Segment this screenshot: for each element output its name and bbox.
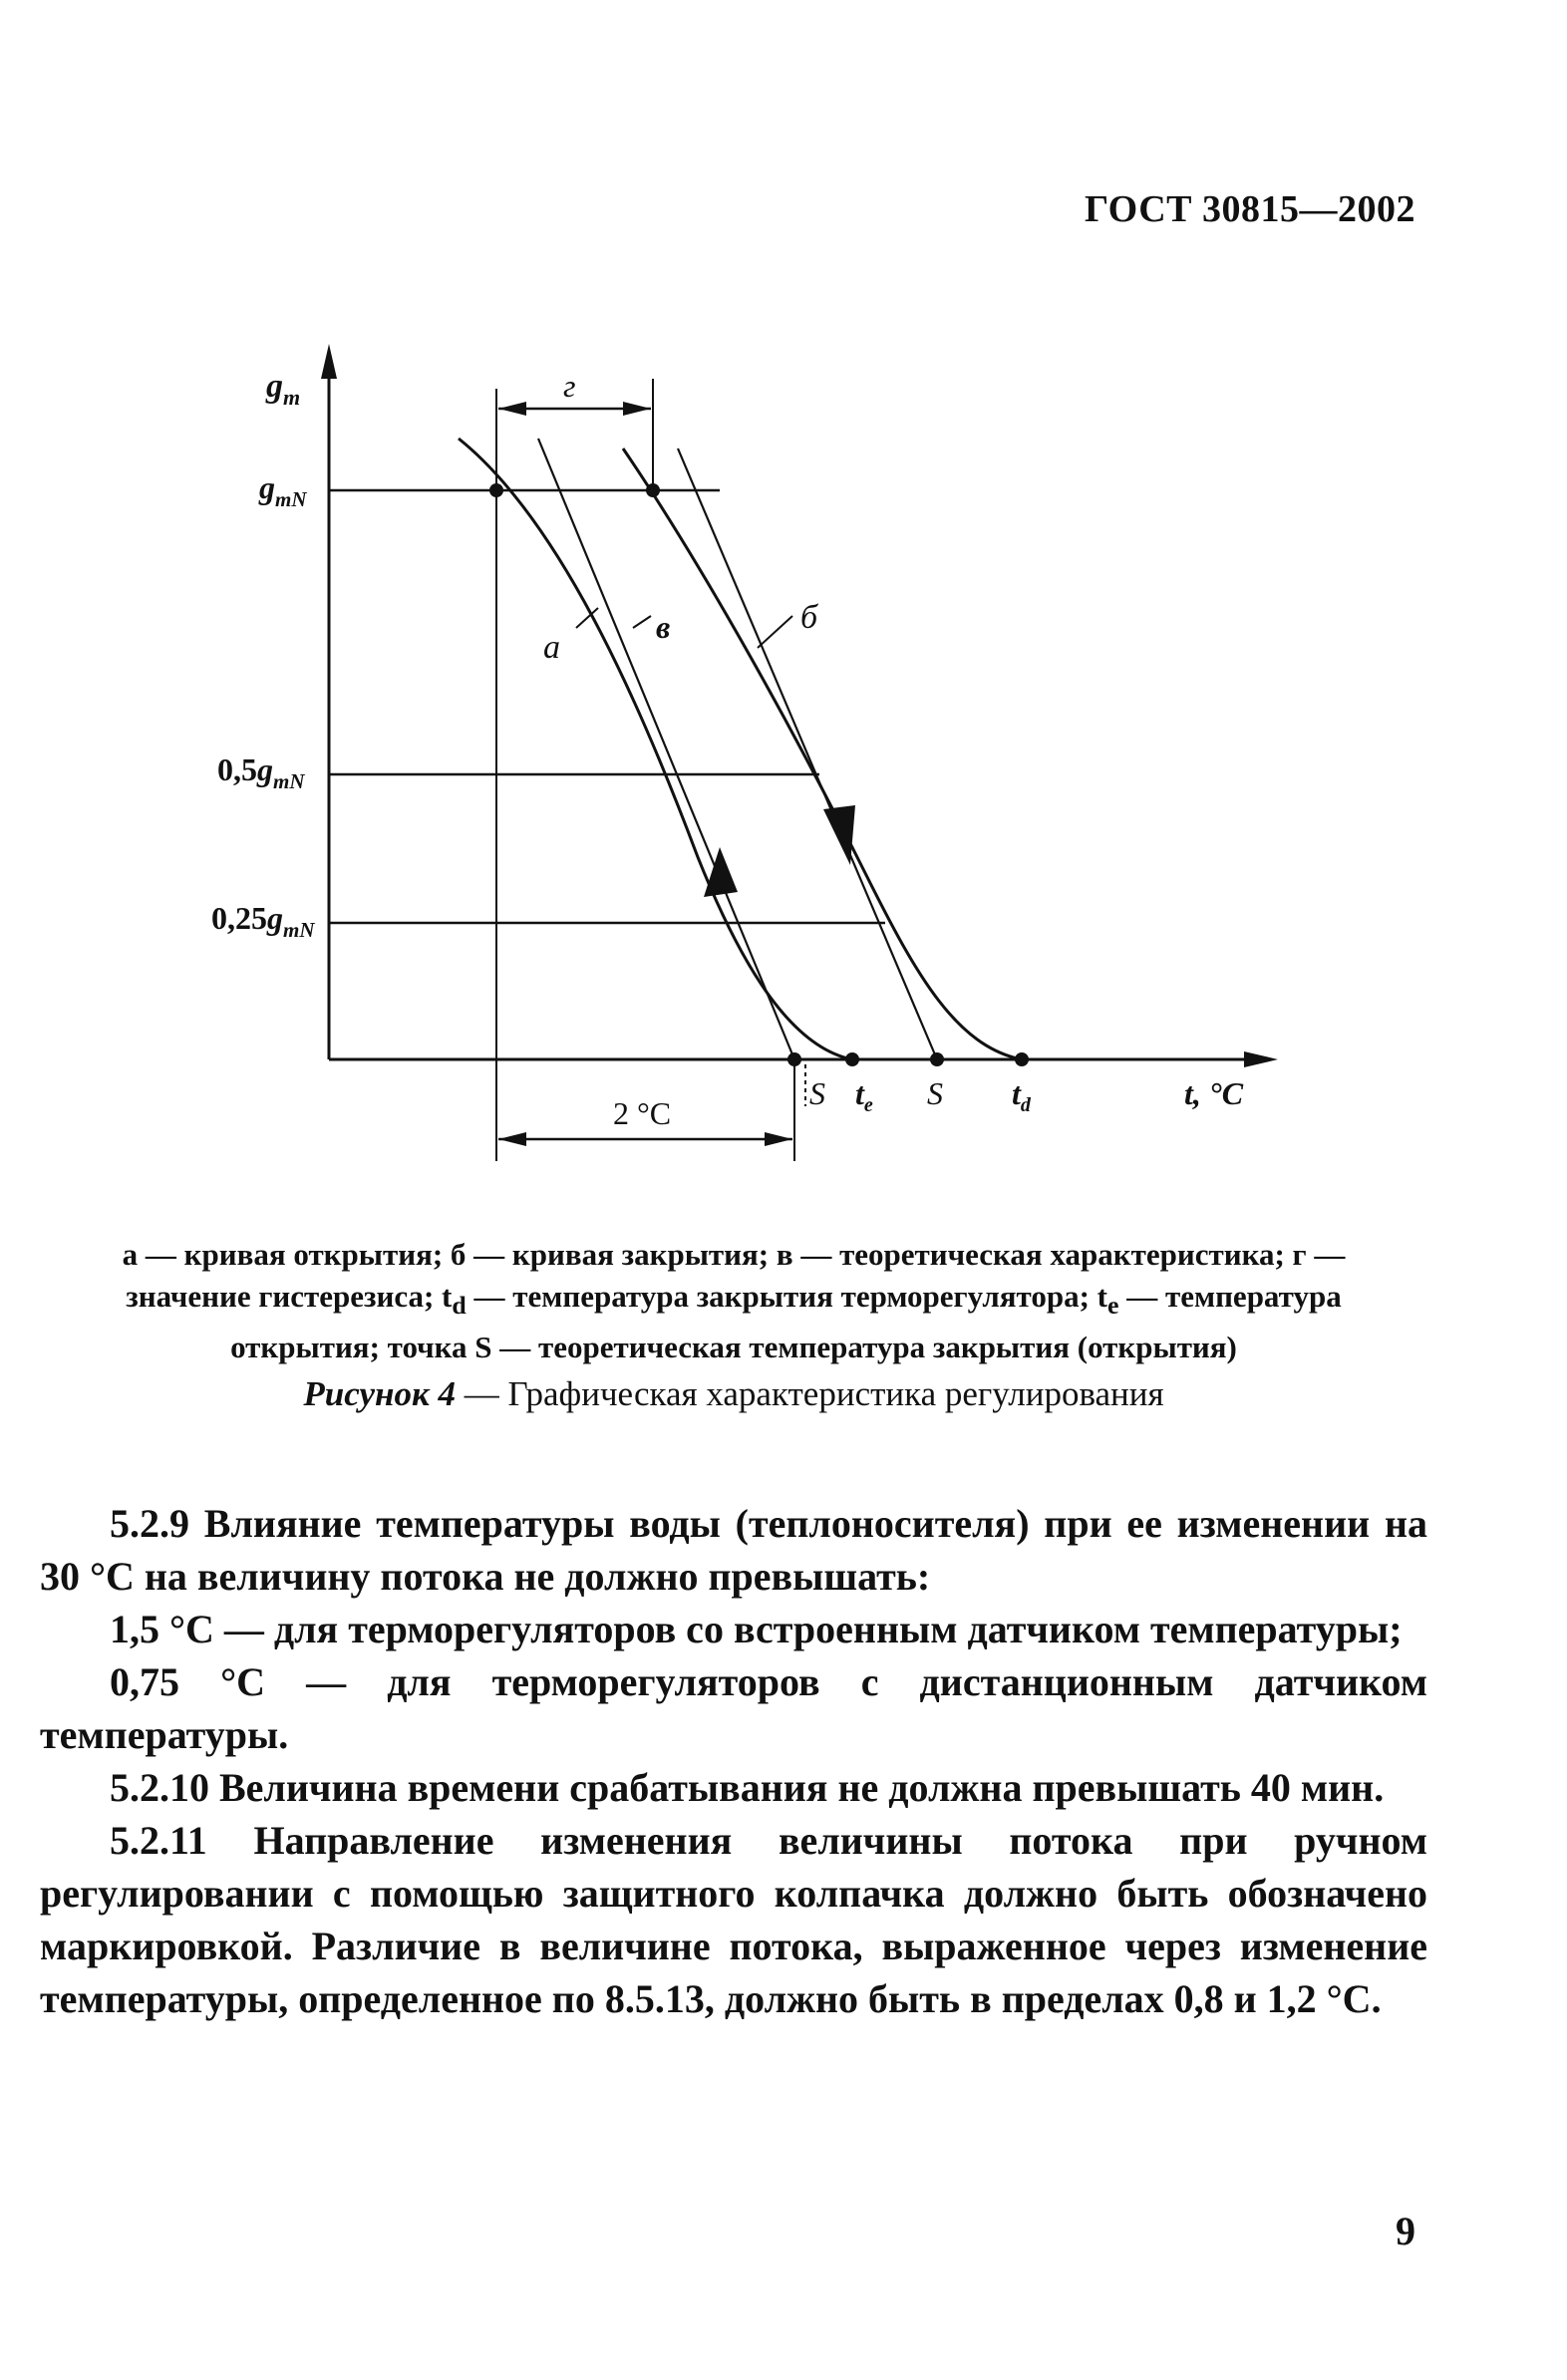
theoretical-line-left bbox=[538, 439, 794, 1059]
legend-line-3: открытия; точка S — теоретическая температура закрытия (открытия) bbox=[230, 1330, 1237, 1365]
curve-label-v: в bbox=[656, 609, 671, 645]
tick-label-half: $0,5g_{mN}$ bbox=[217, 751, 305, 793]
body-text bbox=[40, 1497, 1427, 2025]
x-label-td: $t_d$ bbox=[1012, 1075, 1031, 1116]
point-s-left bbox=[787, 1052, 801, 1066]
legend-line-1: а — кривая открытия; б — кривая закрытия; в — теоретическая характеристика; г — bbox=[122, 1237, 1346, 1272]
figure-caption bbox=[40, 1372, 1427, 1416]
point-td bbox=[1015, 1052, 1029, 1066]
x-label-s-left: S bbox=[809, 1075, 825, 1111]
tick-label-gmn: $g_{mN}$ bbox=[259, 469, 307, 511]
curve-label-a: а bbox=[543, 629, 560, 666]
paragraph: 1,5 °С — для терморегуляторов со встроенным датчиком температуры; bbox=[110, 1607, 1403, 1651]
y-axis-arrow bbox=[321, 344, 337, 379]
point-s-right bbox=[930, 1052, 944, 1066]
paragraph: 0,75 °С — для терморегуляторов с дистанционным датчиком температуры. bbox=[40, 1659, 1427, 1757]
point-gmn-closing bbox=[646, 483, 660, 497]
hysteresis-label: г bbox=[563, 368, 576, 404]
point-gmn-opening bbox=[489, 483, 503, 497]
figure-legend bbox=[40, 1234, 1427, 1368]
theoretical-line-right bbox=[678, 448, 937, 1059]
paragraph: 5.2.10 Величина времени срабатывания не должна превышать 40 мин. bbox=[110, 1765, 1385, 1810]
paragraph: 5.2.9 Влияние температуры воды (теплоносителя) при ее изменении на 30 °С на величину потока не должно превышать: bbox=[40, 1501, 1427, 1599]
regulation-characteristic-figure bbox=[0, 329, 1567, 1206]
y-axis-label: $g_m$ bbox=[266, 368, 301, 410]
tick-label-quarter: $0,25g_{mN}$ bbox=[211, 900, 315, 942]
x-axis-label: t, °C bbox=[1184, 1075, 1244, 1111]
curve-closing bbox=[623, 448, 1022, 1059]
paragraph: 5.2.11 Направление изменения величины потока при ручном регулировании с помощью защитного колпачка должно быть обозначено маркировкой. Различие в величине потока, выраженное через изменение температуры, определенное по 8.5.13, должно быть в пределах 0,8 и 1,2 °С. bbox=[40, 1818, 1427, 2021]
document-header: ГОСТ 30815—2002 bbox=[1084, 188, 1415, 230]
legend-line-2: значение гистерезиса; $t_d$ — температура закрытия терморегулятора; $t_e$ — температура bbox=[126, 1279, 1342, 1321]
delta-label: 2 °С bbox=[613, 1095, 672, 1131]
x-label-te: $t_e$ bbox=[855, 1075, 873, 1116]
curve-label-b: б bbox=[800, 599, 818, 636]
page-number: 9 bbox=[1396, 2209, 1415, 2253]
x-axis-arrow bbox=[1244, 1051, 1278, 1067]
arrow-down-closing bbox=[823, 805, 855, 865]
curve-opening bbox=[459, 439, 852, 1059]
x-label-s-right: S bbox=[927, 1075, 943, 1111]
point-te bbox=[845, 1052, 859, 1066]
figure-caption-text: — Графическая характеристика регулирования bbox=[455, 1374, 1164, 1413]
figure-caption-label: Рисунок 4 bbox=[303, 1374, 456, 1413]
